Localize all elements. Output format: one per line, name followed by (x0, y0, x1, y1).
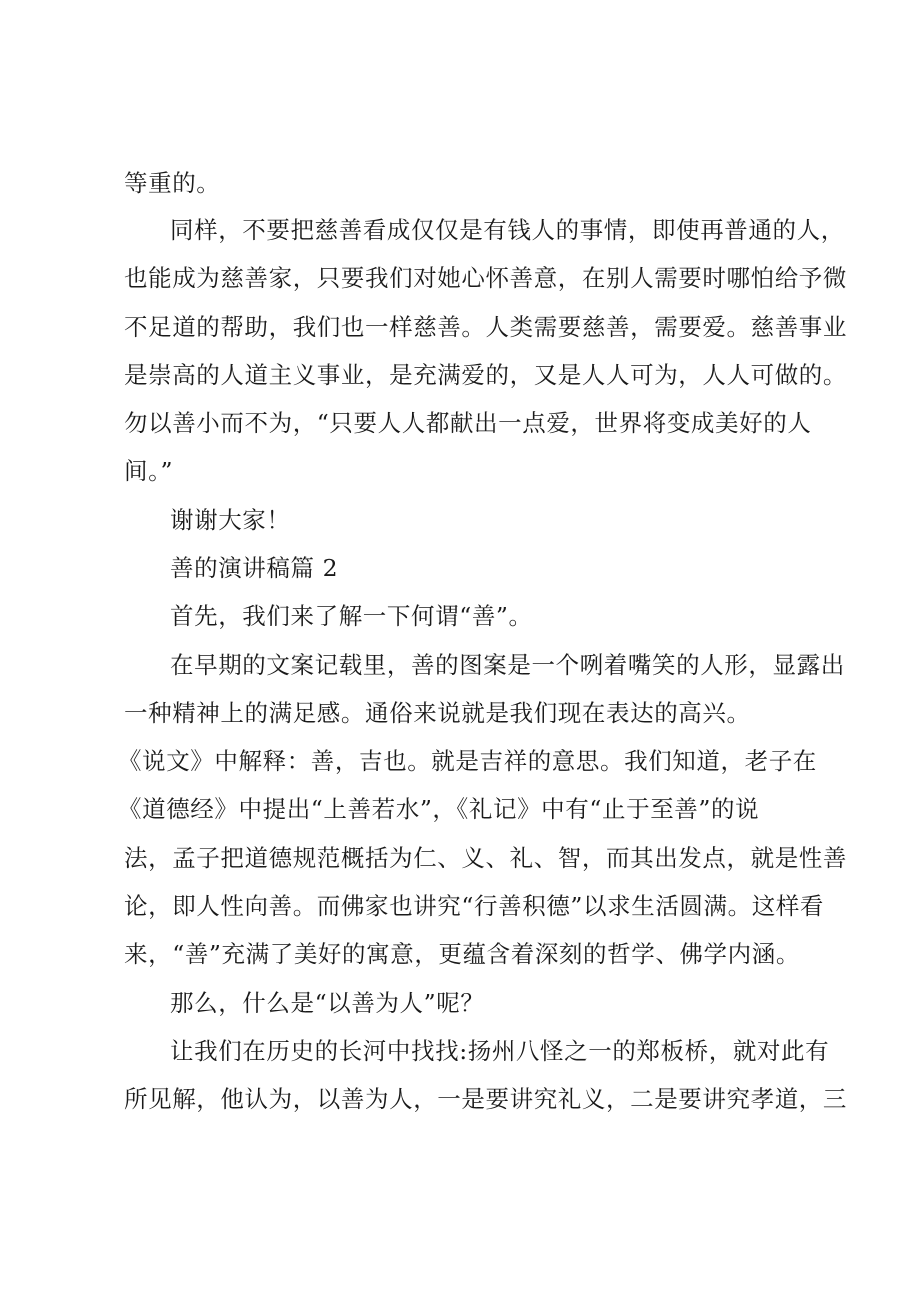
text-line: 《说文》中解释：善，吉也。就是吉祥的意思。我们知道，老子在 (118, 747, 817, 775)
text-line: 一种精神上的满足感。通俗来说就是我们现在表达的高兴。 (124, 699, 751, 727)
text-line: 让我们在历史的长河中找找:扬州八怪之一的郑板桥，就对此有 (170, 1037, 830, 1065)
text-line: 等重的。 (124, 169, 221, 197)
section-heading: 善的演讲稿篇 2 (170, 554, 339, 582)
text-line: 法，孟子把道德规范概括为仁、义、礼、智，而其出发点，就是性善 (124, 844, 847, 872)
text-line: 来，“善”充满了美好的寓意，更蕴含着深刻的哲学、佛学内涵。 (124, 940, 800, 968)
text-line: 也能成为慈善家，只要我们对她心怀善意，在别人需要时哪怕给予微 (124, 264, 847, 292)
text-line: 首先，我们来了解一下何谓“善”。 (170, 602, 533, 630)
text-line: 论，即人性向善。而佛家也讲究“行善积德”以求生活圆满。这样看 (124, 892, 825, 920)
text-line: 不足道的帮助，我们也一样慈善。人类需要慈善，需要爱。慈善事业 (124, 313, 847, 341)
text-line: 间。” (124, 457, 174, 485)
text-line: 在早期的文案记载里，善的图案是一个咧着嘴笑的人形，显露出 (170, 651, 845, 679)
text-line: 是崇高的人道主义事业，是充满爱的，又是人人可为，人人可做的。 (124, 361, 847, 389)
text-line: 《道德经》中提出“上善若水”，《礼记》中有“止于至善”的说 (118, 795, 760, 823)
text-line: 那么，什么是“以善为人”呢？ (170, 989, 485, 1017)
text-line: 所见解，他认为，以善为人，一是要讲究礼义，二是要讲究孝道，三 (124, 1085, 847, 1113)
text-line: 同样，不要把慈善看成仅仅是有钱人的事情，即使再普通的人， (170, 216, 845, 244)
text-line: 谢谢大家！ (170, 506, 291, 534)
text-line: 勿以善小而不为，“只要人人都献出一点爱，世界将变成美好的人 (124, 409, 812, 437)
